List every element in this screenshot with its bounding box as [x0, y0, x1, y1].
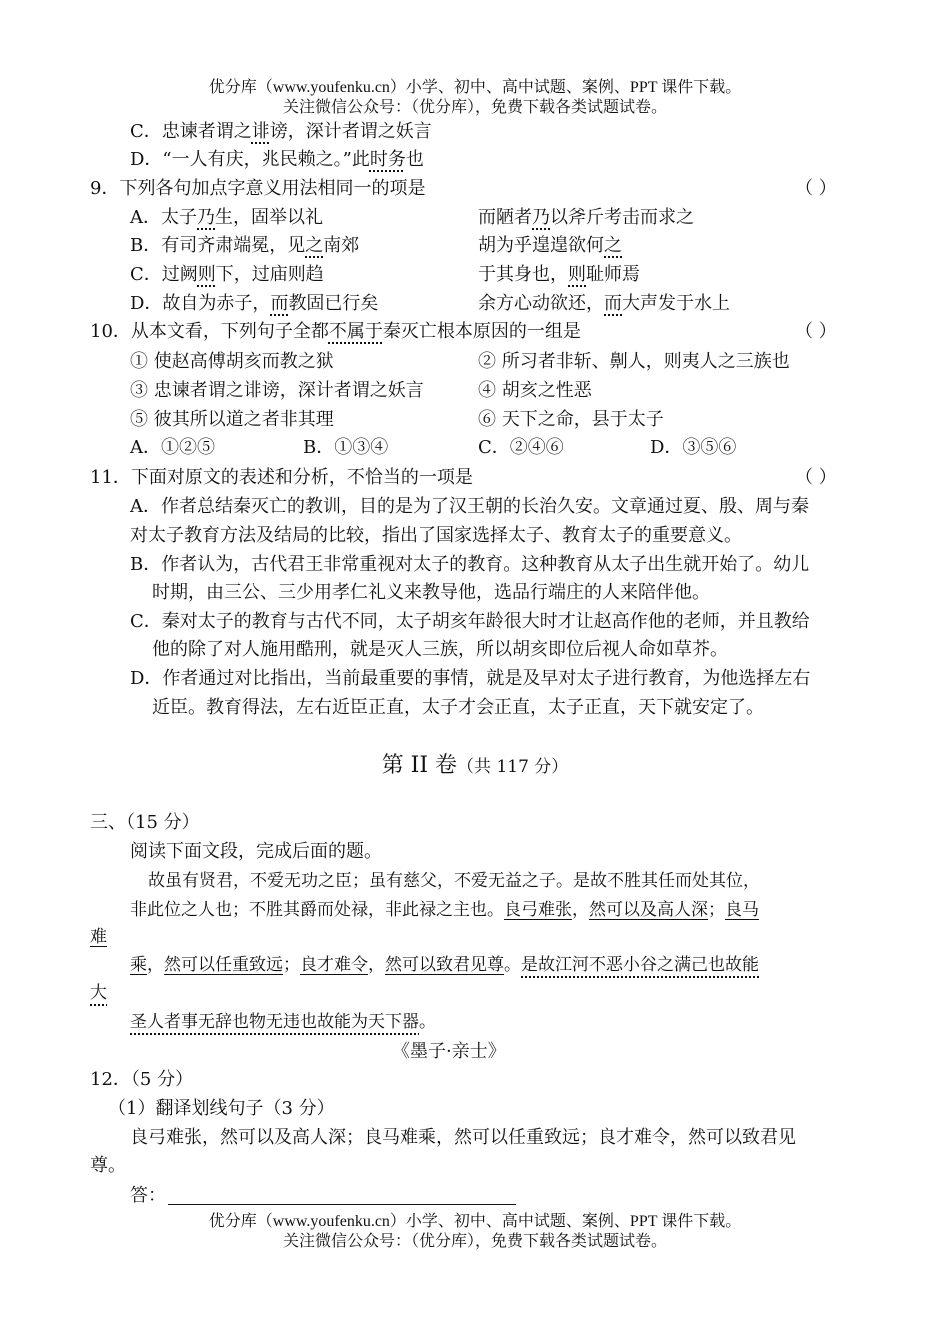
q10-answer-paren: （ ） — [795, 321, 837, 342]
passage-line-3: 难 — [90, 927, 107, 947]
q11-option-a-line1: A．作者总结秦灭亡的教训，目的是为了汉王朝的长治久安。文章通过夏、殷、周与秦 — [130, 496, 809, 517]
q10-item-2: ② 所习者非斩、劓人，则夷人之三族也 — [478, 351, 790, 372]
q9-option-a-right: 而陋者乃以斧斤考击而求之 — [478, 207, 694, 228]
passage-line-1: 故虽有贤君，不爱无功之臣；虽有慈父，不爱无益之子。是故不胜其任而处其位， — [148, 871, 760, 891]
section-3-heading: 三、（15 分） — [90, 812, 200, 833]
q11-option-d-line2: 近臣。教育得法，左右近臣正直，太子才会正直，太子正直，天下就安定了。 — [152, 697, 764, 718]
footer-line-2: 关注微信公众号：（优分库），免费下载各类试题试卷。 — [282, 1233, 667, 1250]
q9-option-b-left: B．有司齐肃端冕，见之南郊 — [130, 235, 360, 256]
q10-item-3: ③ 忠谏者谓之诽谤，深计者谓之妖言 — [130, 380, 424, 401]
q11-option-c-line1: C．秦对太子的教育与古代不同，太子胡亥年龄很大时才让赵高作他的老师，并且教给 — [130, 611, 810, 632]
header-line-2: 关注微信公众号：（优分库），免费下载各类试题试卷。 — [282, 99, 667, 116]
q10-choice-c: C．②④⑥ — [478, 437, 564, 458]
header-line-1: 优分库（www.youfenku.cn）小学、初中、高中试题、案例、PPT 课件下载。 — [208, 79, 742, 96]
q11-option-b-line2: 时期，由三公、三少用孝仁礼义来教导他，选品行端庄的人来陪伴他。 — [152, 582, 710, 603]
q12-heading: 12．（5 分） — [90, 1069, 194, 1090]
section-3-intro: 阅读下面文段，完成后面的题。 — [130, 841, 382, 862]
q9-option-d-left: D．故自为赤子，而教固已行矣 — [130, 293, 379, 314]
q10-item-4: ④ 胡亥之性恶 — [478, 380, 592, 401]
q10-item-5: ⑤ 彼其所以道之者非其理 — [130, 409, 334, 430]
q9-option-c-right: 于其身也，则耻师焉 — [478, 264, 640, 285]
q12-sentence-line2: 尊。 — [90, 1155, 126, 1176]
q8-option-d: D．“一人有庆，兆民赖之。”此时务也 — [130, 149, 424, 170]
q10-item-6: ⑥ 天下之命，县于太子 — [478, 409, 664, 430]
q10-choice-b: B．①③④ — [303, 437, 389, 458]
q9-option-a-left: A．太子乃生，固举以礼 — [130, 207, 323, 228]
q10-choice-d: D．③⑤⑥ — [650, 437, 737, 458]
q8-option-c: C．忠谏者谓之诽谤，深计者谓之妖言 — [130, 121, 432, 142]
answer-label: 答： — [130, 1185, 166, 1206]
q10-stem: 10．从本文看，下列句子全都不属于秦灭亡根本原因的一组是 — [90, 321, 581, 342]
q12-subquestion-1: （1）翻译划线句子（3 分） — [108, 1098, 335, 1119]
q9-stem: 9．下列各句加点字意义用法相同一的项是 — [90, 178, 426, 199]
q9-option-c-left: C．过阙则下，过庙则趋 — [130, 264, 324, 285]
q10-choice-a: A．①②⑤ — [130, 437, 215, 458]
q10-item-1: ① 使赵高傅胡亥而教之狱 — [130, 351, 334, 372]
q11-stem: 11．下面对原文的表述和分析，不恰当的一项是 — [90, 467, 473, 488]
passage-line-4: 乘，然可以任重致远；良才难令，然可以致君见尊。是故江河不恶小谷之满己也故能 — [130, 955, 759, 975]
passage-source: 《墨子·亲士》 — [392, 1041, 506, 1062]
q11-option-c-line2: 他的除了对人施用酷刑，就是灭人三族，所以胡亥即位后视人命如草芥。 — [152, 639, 728, 660]
q9-option-b-right: 胡为乎遑遑欲何之 — [478, 235, 622, 256]
passage-line-5: 大 — [90, 983, 107, 1003]
q9-option-d-right: 余方心动欲还，而大声发于水上 — [478, 293, 730, 314]
passage-line-2: 非此位之人也；不胜其爵而处禄，非此禄之主也。良弓难张，然可以及高人深；良马 — [130, 900, 759, 920]
q11-answer-paren: （ ） — [795, 467, 837, 488]
part-2-title: 第 II 卷（共 117 分） — [381, 753, 569, 778]
answer-blank-line[interactable] — [168, 1203, 516, 1205]
q12-sentence-line1: 良弓难张，然可以及高人深；良马难乘，然可以任重致远；良才难令，然可以致君见 — [130, 1127, 796, 1148]
q9-answer-paren: （ ） — [795, 178, 837, 199]
q11-option-d-line1: D．作者通过对比指出，当前最重要的事情，就是及早对太子进行教育，为他选择左右 — [130, 668, 811, 689]
footer-line-1: 优分库（www.youfenku.cn）小学、初中、高中试题、案例、PPT 课件下载。 — [208, 1213, 742, 1230]
passage-line-6: 圣人者事无辞也物无违也故能为天下器。 — [130, 1012, 436, 1032]
q11-option-a-line2: 对太子教育方法及结局的比较，指出了国家选择太子、教育太子的重要意义。 — [130, 525, 742, 546]
q11-option-b-line1: B．作者认为，古代君王非常重视对太子的教育。这种教育从太子出生就开始了。幼儿 — [130, 554, 810, 575]
